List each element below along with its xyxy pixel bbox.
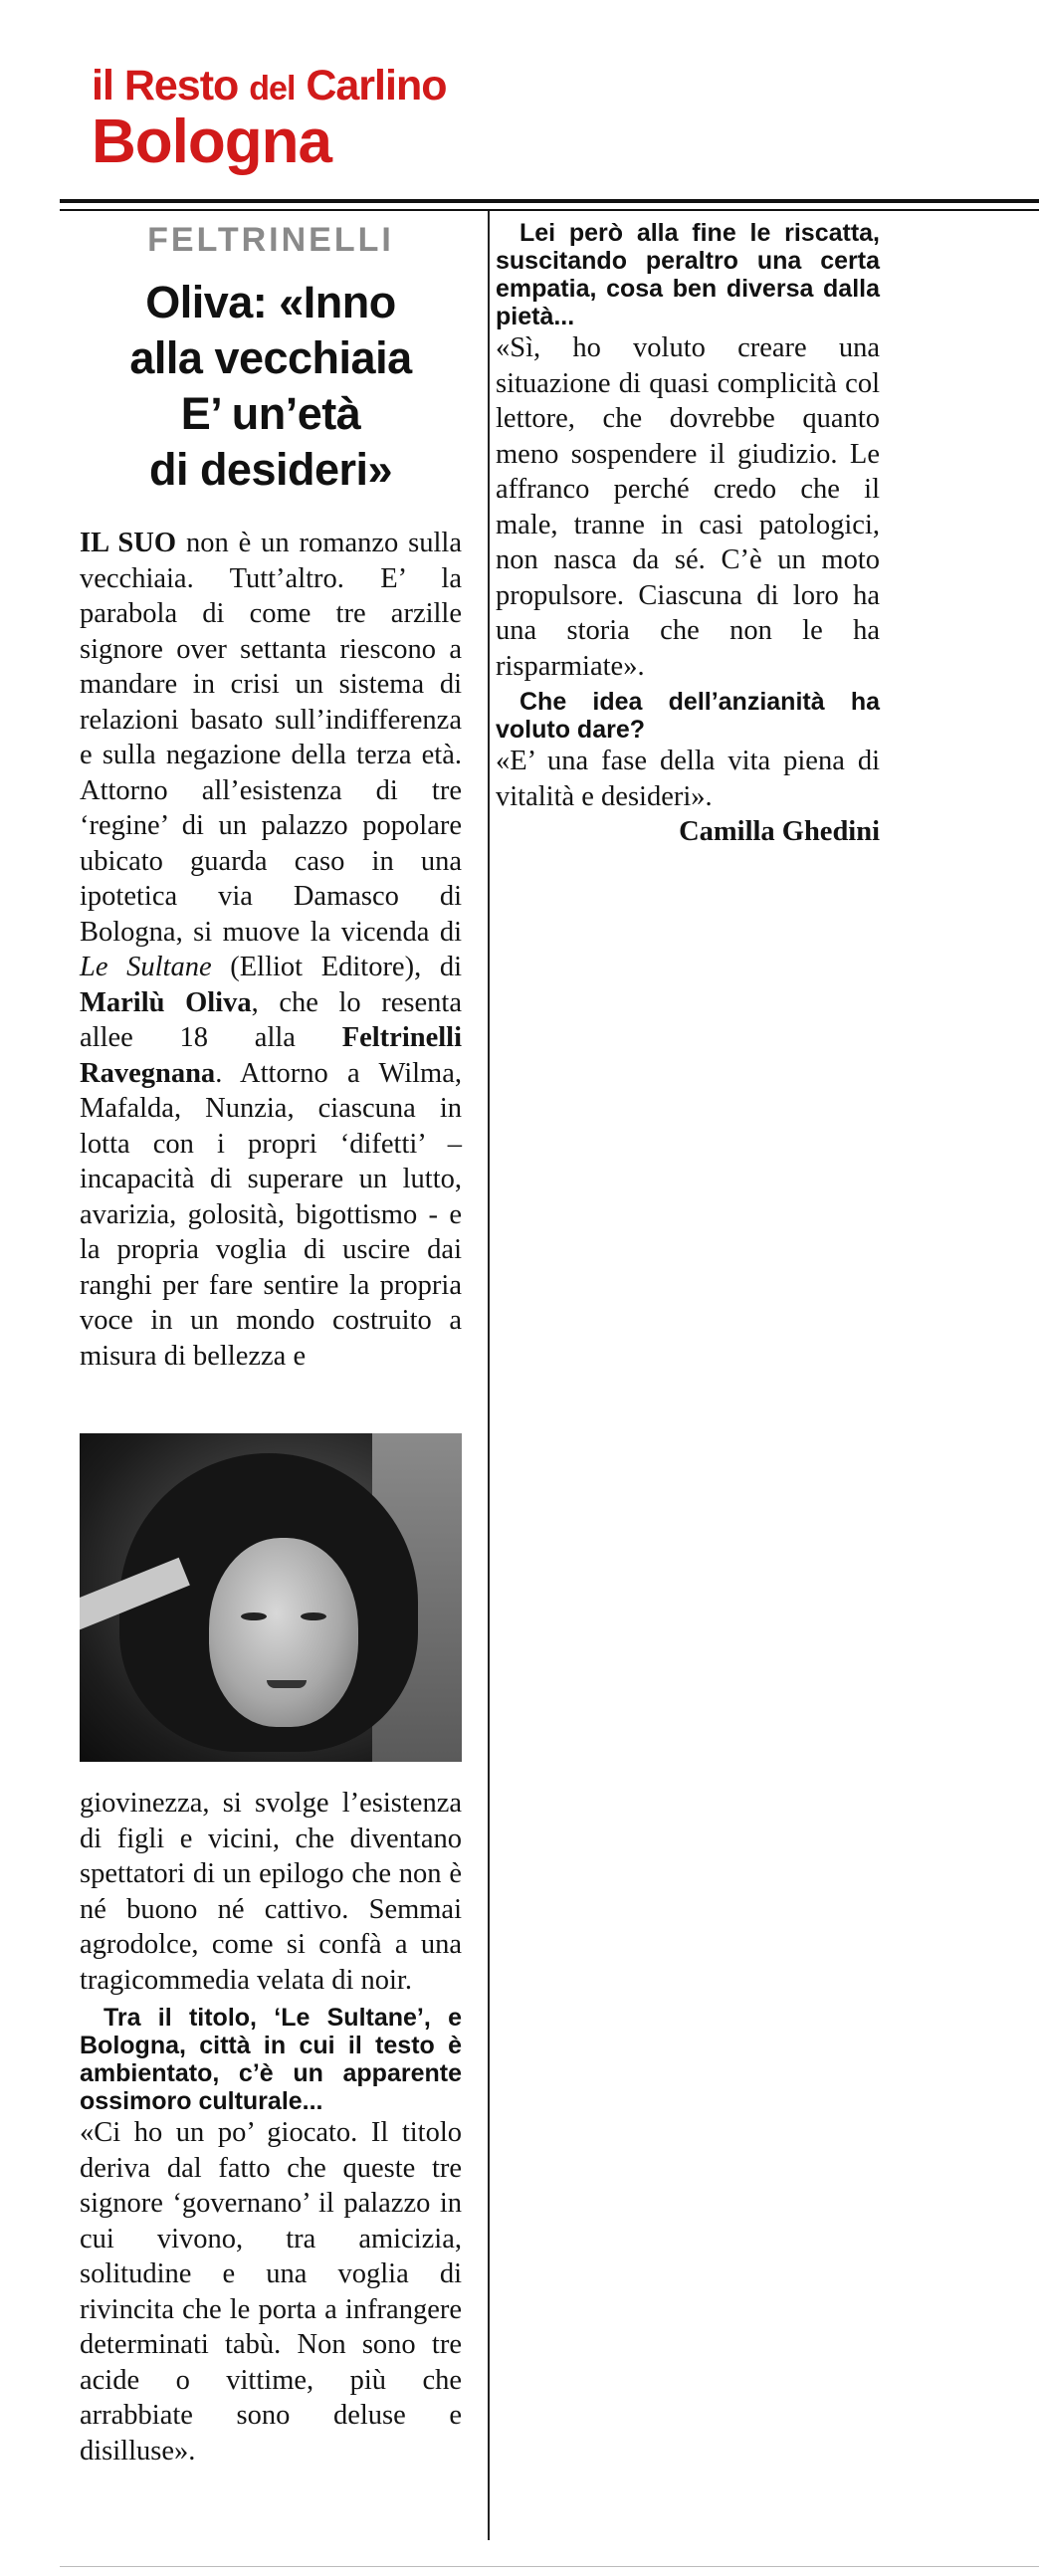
headline-line: di desideri» xyxy=(148,444,393,495)
body-text: , che lo resenta allee 18 alla xyxy=(80,986,462,1053)
masthead-edition: Bologna xyxy=(92,107,331,176)
interview-answer-3: «E’ una fase della vita piena di vitalità e desideri». xyxy=(496,746,880,812)
body-paragraph: giovinezza, si svolge l’esistenza di figli e vicini, che diventano spettatori di un epilogo che non è né buono né cattivo. Semmai agrodolce, come si confà a una tragicommedia velata di noir. xyxy=(80,1788,462,1996)
store-name: Feltrinelli Ravegnana xyxy=(80,1022,462,1089)
interview-question-3: Che idea dell’anzianità ha voluto dare? xyxy=(496,688,880,744)
article-body-part-3 xyxy=(496,219,880,850)
author-name: Marilù Oliva xyxy=(80,986,252,1018)
masthead-word-carlino: Carlino xyxy=(306,62,447,109)
article-body-part-1 xyxy=(80,526,462,1374)
bottom-rule xyxy=(60,2566,1039,2567)
headline-line: E’ un’età xyxy=(180,388,361,439)
top-rule-thick xyxy=(60,199,1039,203)
book-title: Le Sultane xyxy=(80,952,212,982)
masthead-title xyxy=(92,62,490,112)
headline-line: alla vecchiaia xyxy=(129,332,412,383)
article-headline xyxy=(80,275,462,498)
lead-word: IL SUO xyxy=(80,528,177,558)
article-body-part-2 xyxy=(80,1786,462,2469)
body-text: . Attorno a Wilma, Mafalda, Nunzia, ciascuna in lotta con i propri ‘difetti’ – incapacità di superare un lutto, avarizia, golosità, bigottismo - e la propria voglia di uscire dai ranghi per fare sentire la propria voce in un mondo costruito a misura di bellezza e xyxy=(80,1057,462,1372)
interview-answer-2: «Sì, ho voluto creare una situazione di quasi complicità col lettore, che dovrebbe quanto meno sospendere il giudizio. Le affranco perché credo che il male, tranne in casi patologici, non nasca da sé. C’è un moto propulsore. Ciascuna di loro ha una storia che non le ha risparmiate». xyxy=(496,332,880,682)
interview-answer-1: «Ci ho un po’ giocato. Il titolo deriva dal fatto che queste tre signore ‘governano’ il palazzo in cui vivono, tra amicizia, solitudine e una voglia di rivincita che le porta a infrangere determinati tabù. Non sono tre acide o vittime, più che arrabbiate sono deluse e disilluse». xyxy=(80,2117,462,2467)
interview-question-2: Lei però alla fine le riscatta, suscitando peraltro una certa empatia, cosa ben diversa dalla pietà... xyxy=(496,219,880,330)
headline-line: Oliva: «Inno xyxy=(145,277,396,327)
author-photo xyxy=(80,1433,462,1762)
column-divider xyxy=(488,211,490,2540)
body-text: (Elliot Editore), di xyxy=(211,952,462,982)
masthead-word-del: del xyxy=(249,70,296,107)
article-byline: Camilla Ghedini xyxy=(679,816,880,847)
interview-question-1: Tra il titolo, ‘Le Sultane’, e Bologna, città in cui il testo è ambientato, c’è un apparente ossimoro culturale... xyxy=(80,2004,462,2115)
newspaper-masthead xyxy=(92,62,490,191)
body-paragraph xyxy=(80,526,462,1374)
section-kicker: FELTRINELLI xyxy=(147,221,394,259)
top-rule-thin xyxy=(60,209,1039,211)
masthead-word-il-resto: il Resto xyxy=(92,62,239,109)
body-text: non è un romanzo sulla vecchiaia. Tutt’altro. E’ la parabola di come tre arzille signore over settanta riescono a mandare in crisi un sistema di relazioni basato sull’indifferenza e sulla negazione della terza età. Attorno all’esistenza di tre ‘regine’ di un palazzo popolare ubicato guarda caso in una ipotetica via Damasco di Bologna, si muove la vicenda di xyxy=(80,528,463,948)
